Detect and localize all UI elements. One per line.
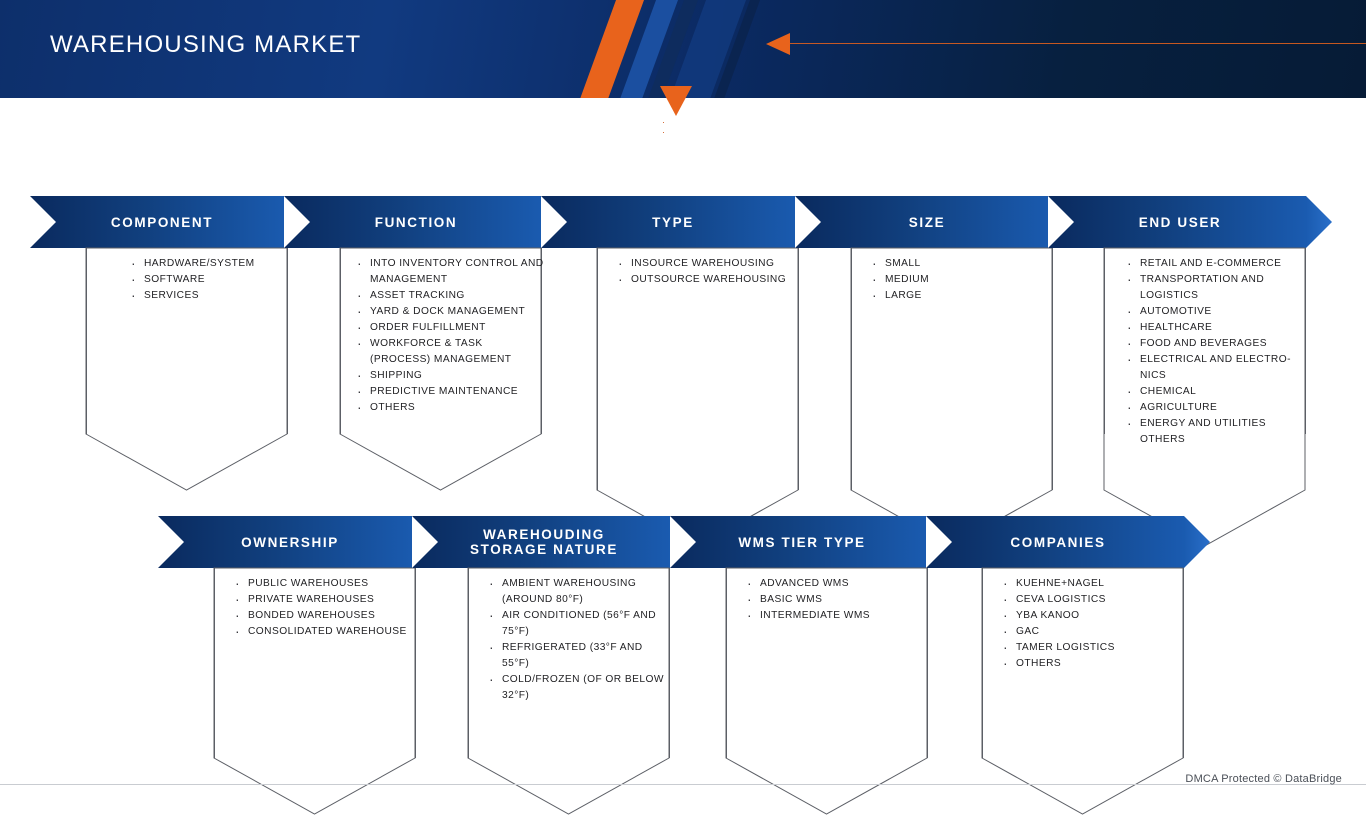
list-item: · REFRIGERATED (33°F AND 55°F)	[486, 640, 664, 672]
segment-outline-icon	[597, 248, 799, 548]
segment-title: COMPANIES	[1010, 534, 1106, 550]
segment-item-list-wms-tier-type	[744, 576, 934, 624]
list-item: · PRIVATE WAREHOUSES	[232, 592, 422, 608]
segment-item-list-function	[354, 256, 544, 416]
list-item: · ORDER FULFILLMENT	[354, 320, 544, 336]
list-item: · OTHERS	[1000, 656, 1190, 672]
segment-item-list-warehousing-storage-nature	[486, 576, 664, 704]
list-item: · SHIPPING	[354, 368, 544, 384]
list-item: · INTO INVENTORY CONTROL AND MANAGEMENT	[354, 256, 544, 288]
footer-credit: DMCA Protected © DataBridge	[1185, 773, 1342, 785]
segment-title: TYPE	[652, 214, 694, 230]
list-item: · HEALTHCARE	[1124, 320, 1314, 336]
list-item: · PUBLIC WAREHOUSES	[232, 576, 422, 592]
list-item: · TRANSPORTATION AND LOGISTICS	[1124, 272, 1314, 304]
list-item: · LARGE	[869, 288, 1059, 304]
segment-item-list-ownership	[232, 576, 422, 640]
segment-header-end-user[interactable]	[1048, 196, 1306, 248]
segment-title: FUNCTION	[374, 214, 458, 230]
list-item: · GAC	[1000, 624, 1190, 640]
list-item: · CONSOLIDATED WAREHOUSE	[232, 624, 422, 640]
list-item: · YBA KANOO	[1000, 608, 1190, 624]
segment-title: OWNERSHIP	[241, 534, 339, 550]
segment-header-function[interactable]	[284, 196, 542, 248]
chevron-notch-icon	[926, 516, 952, 568]
list-item: · AGRICULTURE	[1124, 400, 1314, 416]
segment-header-companies[interactable]	[926, 516, 1184, 568]
list-item: · BONDED WAREHOUSES	[232, 608, 422, 624]
chevron-notch-icon	[1048, 196, 1074, 248]
list-item: · ADVANCED WMS	[744, 576, 934, 592]
tail-dots-decoration: · ·	[662, 117, 675, 137]
segment-title: WMS TIER TYPE	[738, 534, 866, 550]
list-item: · HARDWARE/SYSTEM	[128, 256, 308, 272]
list-item: · SERVICES	[128, 288, 308, 304]
list-item: · YARD & DOCK MANAGEMENT	[354, 304, 544, 320]
segment-header-component[interactable]	[30, 196, 288, 248]
segment-header-warehousing-storage-nature[interactable]	[412, 516, 670, 568]
orange-arrow-tail-icon	[660, 86, 692, 116]
segment-header-wms-tier-type[interactable]	[670, 516, 928, 568]
segment-item-list-companies	[1000, 576, 1190, 672]
list-item: · PREDICTIVE MAINTENANCE	[354, 384, 544, 400]
list-item: · RETAIL AND E-COMMERCE	[1124, 256, 1314, 272]
list-item: · SOFTWARE	[128, 272, 308, 288]
list-item: · AUTOMOTIVE	[1124, 304, 1314, 320]
list-item: · SMALL	[869, 256, 1059, 272]
list-item: · OTHERS	[354, 400, 544, 416]
chevron-notch-icon	[541, 196, 567, 248]
segment-item-list-size	[869, 256, 1059, 304]
header-arrow-line	[790, 43, 1366, 44]
segment-header-size[interactable]	[795, 196, 1053, 248]
list-item: · INSOURCE WAREHOUSING	[615, 256, 805, 272]
chevron-notch-icon	[412, 516, 438, 568]
segment-title: WAREHOUDING STORAGE NATURE	[470, 527, 618, 557]
list-item: · TAMER LOGISTICS	[1000, 640, 1190, 656]
page-title: WAREHOUSING MARKET	[50, 31, 362, 58]
segment-item-list-type	[615, 256, 805, 288]
chevron-notch-icon	[284, 196, 310, 248]
list-item: · FOOD AND BEVERAGES	[1124, 336, 1314, 352]
segment-item-list-end-user	[1124, 256, 1314, 448]
segment-header-type[interactable]	[541, 196, 799, 248]
list-item: · CEVA LOGISTICS	[1000, 592, 1190, 608]
list-item: · ELECTRICAL AND ELECTRO-NICS	[1124, 352, 1314, 384]
list-item: · ENERGY AND UTILITIES OTHERS	[1124, 416, 1314, 448]
list-item: · ASSET TRACKING	[354, 288, 544, 304]
list-item: · COLD/FROZEN (OF OR BELOW 32°F)	[486, 672, 664, 704]
list-item: · KUEHNE+NAGEL	[1000, 576, 1190, 592]
chevron-notch-icon	[30, 196, 56, 248]
list-item: · MEDIUM	[869, 272, 1059, 288]
segment-header-ownership[interactable]	[158, 516, 416, 568]
chevron-notch-icon	[795, 196, 821, 248]
chevron-point-icon	[1306, 196, 1332, 248]
list-item: · BASIC WMS	[744, 592, 934, 608]
list-item: · CHEMICAL	[1124, 384, 1314, 400]
chevron-notch-icon	[670, 516, 696, 568]
segment-item-list-component	[128, 256, 308, 304]
page-header	[0, 0, 1366, 98]
list-item: · OUTSOURCE WAREHOUSING	[615, 272, 805, 288]
segment-title: SIZE	[908, 214, 946, 230]
header-arrow-head-icon	[766, 33, 790, 55]
list-item: · AMBIENT WAREHOUSING (AROUND 80°F)	[486, 576, 664, 608]
segment-title: COMPONENT	[110, 214, 214, 230]
list-item: · INTERMEDIATE WMS	[744, 608, 934, 624]
chevron-notch-icon	[158, 516, 184, 568]
footer-divider	[0, 784, 1366, 785]
segment-title: END USER	[1138, 214, 1222, 230]
list-item: · AIR CONDITIONED (56°F AND 75°F)	[486, 608, 664, 640]
list-item: · WORKFORCE & TASK (PROCESS) MANAGEMENT	[354, 336, 544, 368]
